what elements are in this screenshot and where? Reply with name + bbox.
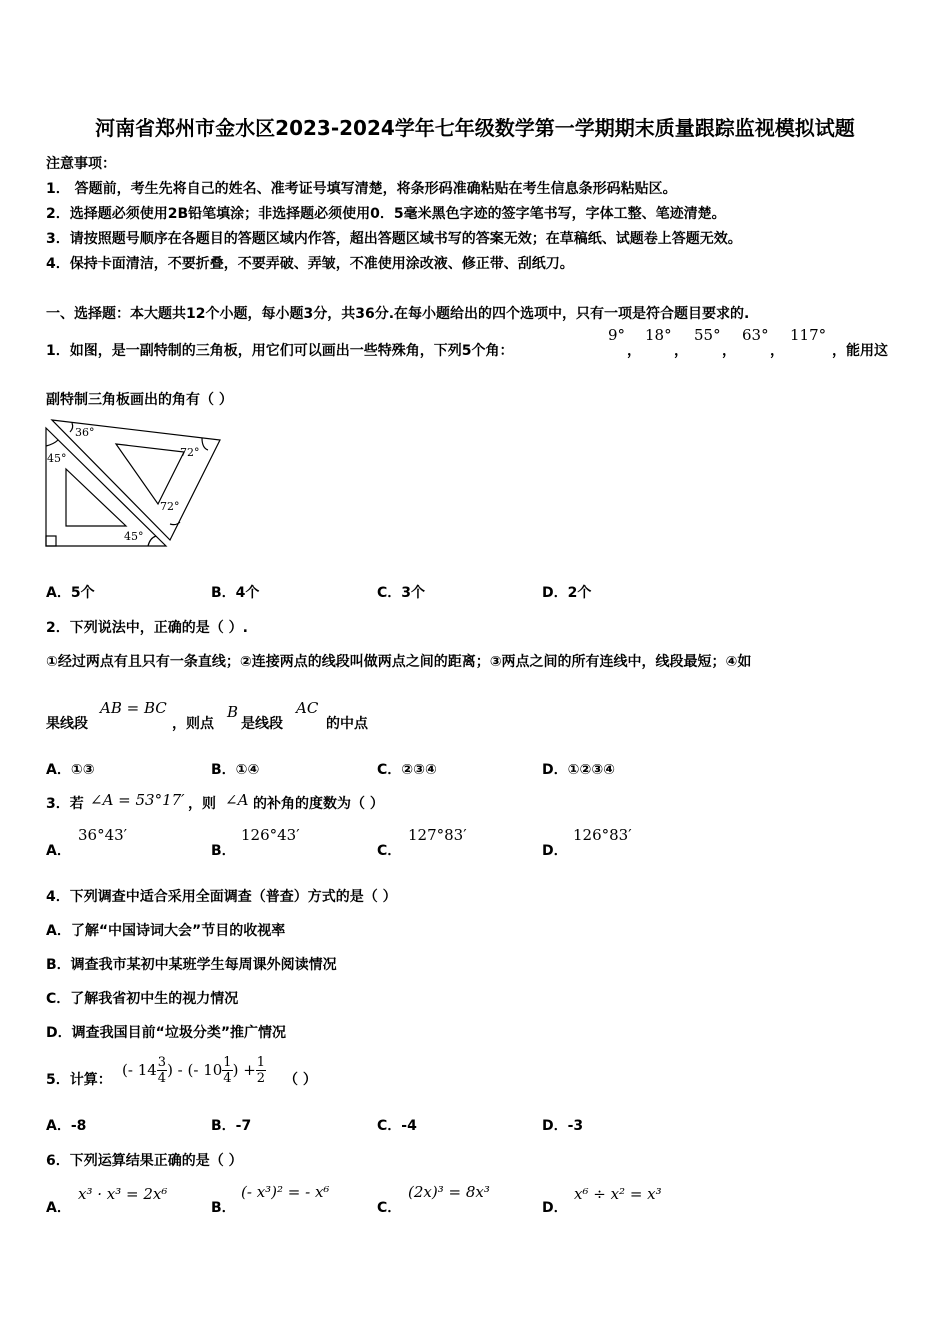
q6-option-c-expr[interactable]: (2x)³ = 8x³ [408, 1183, 490, 1201]
label-45-bottom: 45° [124, 530, 144, 543]
q3-option-c-letter[interactable]: C． [377, 843, 402, 859]
q3-angle: ∠A [225, 791, 249, 809]
q5-frac2-num: 1 [223, 1055, 232, 1070]
q5-fraction-2 [222, 1055, 232, 1086]
q5-option-b[interactable]: B．-7 [211, 1118, 252, 1134]
arc-72-top [202, 438, 208, 450]
q6-option-d-expr[interactable]: x⁶ ÷ x² = x³ [574, 1185, 662, 1203]
q3-option-b-letter[interactable]: B． [211, 843, 236, 859]
q2-option-d[interactable]: D．①②③④ [542, 762, 616, 778]
q5-stem: 5．计算： [46, 1072, 112, 1088]
notice-item-2: 2．选择题必须使用2B铅笔填涂；非选择题必须使用0．5毫米黑色字迹的签字笔书写，字体工整、笔迹清楚。 [46, 206, 726, 222]
q6-option-b-letter[interactable]: B． [211, 1200, 236, 1216]
q5-frac1-den: 4 [157, 1071, 167, 1086]
q5-fraction-3 [256, 1055, 266, 1086]
q5-fraction-1 [157, 1055, 167, 1086]
q1-angle-3: 55° [694, 326, 721, 344]
notice-item-4: 4．保持卡面清洁，不要折叠，不要弄破、弄皱，不准使用涂改液、修正带、刮纸刀。 [46, 256, 574, 272]
q3-stem-c: 的补角的度数为（ ） [253, 796, 384, 812]
arc-45-left [46, 440, 58, 446]
q2-statements: ①经过两点有且只有一条直线；②连接两点的线段叫做两点之间的距离；③两点之间的所有连线中，线段最短；④如 [46, 654, 752, 670]
q2-line2-b: ，则点 [172, 716, 214, 732]
q1-stem: 1．如图，是一副特制的三角板，用它们可以画出一些特殊角，下列5个角： [46, 343, 514, 359]
q5-expr-part-3: ) + [232, 1061, 256, 1079]
q5-frac1-num: 3 [157, 1055, 167, 1070]
q1-sep-4: ， [770, 343, 784, 359]
label-36: 36° [75, 426, 95, 439]
q5-expr-part-2: ) - (- 10 [167, 1061, 223, 1079]
q3-option-a-letter[interactable]: A． [46, 843, 71, 859]
q1-angle-4: 63° [742, 326, 769, 344]
q2-option-c[interactable]: C．②③④ [377, 762, 437, 778]
q1-option-a[interactable]: A．5个 [46, 585, 95, 601]
q1-stem-tail: ，能用这 [832, 343, 888, 359]
q1-angle-5: 117° [790, 326, 827, 344]
q2-point: B [227, 703, 239, 721]
q4-option-d[interactable]: D．调查我国目前“垃圾分类”推广情况 [46, 1025, 287, 1041]
q1-angle-2: 18° [645, 326, 672, 344]
q6-option-a-letter[interactable]: A． [46, 1200, 71, 1216]
arc-36 [70, 423, 73, 432]
q2-option-b[interactable]: B．①④ [211, 762, 260, 778]
q2-line2-a: 果线段 [46, 716, 88, 732]
q5-expr-part-1: (- 14 [122, 1061, 157, 1079]
q2-line2-d: 的中点 [326, 716, 368, 732]
right-angle-mark [46, 536, 56, 546]
q3-option-a-value[interactable]: 36°43′ [78, 826, 128, 844]
q2-eq: AB = BC [100, 699, 167, 717]
q6-option-c-letter[interactable]: C． [377, 1200, 402, 1216]
q4-option-b[interactable]: B．调查我市某初中某班学生每周课外阅读情况 [46, 957, 337, 973]
q5-option-d[interactable]: D．-3 [542, 1118, 584, 1134]
notice-heading: 注意事项： [46, 156, 116, 172]
q3-stem-a: 3．若 [46, 796, 84, 812]
arc-45-bottom [148, 536, 156, 546]
set-square-45 [46, 428, 166, 546]
q5-frac3-den: 2 [256, 1071, 266, 1086]
q3-given: ∠A = 53°17′ [90, 791, 185, 809]
q1-sep-3: ， [722, 343, 736, 359]
q4-option-c[interactable]: C．了解我省初中生的视力情况 [46, 991, 239, 1007]
label-72-bottom: 72° [160, 500, 180, 513]
q6-option-b-expr[interactable]: (- x³)² = - x⁶ [241, 1183, 330, 1201]
q4-option-a[interactable]: A．了解“中国诗词大会”节目的收视率 [46, 923, 286, 939]
q4-stem: 4．下列调查中适合采用全面调查（普查）方式的是（ ） [46, 889, 397, 905]
q1-option-d[interactable]: D．2个 [542, 585, 592, 601]
page-title: 河南省郑州市金水区2023-2024学年七年级数学第一学期期末质量跟踪监视模拟试题 [95, 116, 855, 140]
q3-option-c-value[interactable]: 127°83′ [408, 826, 467, 844]
notice-item-1: 1． 答题前，考生先将自己的姓名、准考证号填写清楚，将条形码准确粘贴在考生信息条形码粘贴区。 [46, 181, 677, 197]
label-72-top: 72° [180, 446, 200, 459]
q1-sep-1: ， [627, 343, 641, 359]
section-heading: 一、选择题：本大题共12个小题，每小题3分，共36分.在每小题给出的四个选项中，只有一项是符合题目要求的. [46, 306, 750, 322]
q5-frac2-den: 4 [223, 1071, 232, 1086]
q6-option-a-expr[interactable]: x³ · x³ = 2x⁶ [78, 1185, 168, 1203]
q6-stem: 6．下列运算结果正确的是（ ） [46, 1153, 243, 1169]
q3-option-d-letter[interactable]: D． [542, 843, 568, 859]
q1-option-b[interactable]: B．4个 [211, 585, 260, 601]
q1-stem-cont: 副特制三角板画出的角有（ ） [46, 392, 233, 408]
q1-option-c[interactable]: C．3个 [377, 585, 426, 601]
label-45-left: 45° [47, 452, 67, 465]
q2-line2-c: 是线段 [241, 716, 283, 732]
q2-stem: 2．下列说法中，正确的是（ ）. [46, 620, 248, 636]
q3-stem-b: ，则 [188, 796, 216, 812]
q3-option-b-value[interactable]: 126°43′ [241, 826, 300, 844]
q5-tail: （ ） [284, 1072, 317, 1088]
q2-option-a[interactable]: A．①③ [46, 762, 95, 778]
q2-seg: AC [296, 699, 319, 717]
q5-frac3-num: 1 [256, 1055, 266, 1070]
q5-option-c[interactable]: C．-4 [377, 1118, 417, 1134]
q5-expression [122, 1055, 266, 1086]
q1-sep-2: ， [674, 343, 688, 359]
notice-item-3: 3．请按照题号顺序在各题目的答题区域内作答，超出答题区域书写的答案无效；在草稿纸、试题卷上答题无效。 [46, 231, 742, 247]
q3-option-d-value[interactable]: 126°83′ [573, 826, 632, 844]
q1-angle-1: 9° [608, 326, 626, 344]
q5-option-a[interactable]: A．-8 [46, 1118, 87, 1134]
triangle-rulers-figure [44, 418, 222, 550]
q6-option-d-letter[interactable]: D． [542, 1200, 568, 1216]
